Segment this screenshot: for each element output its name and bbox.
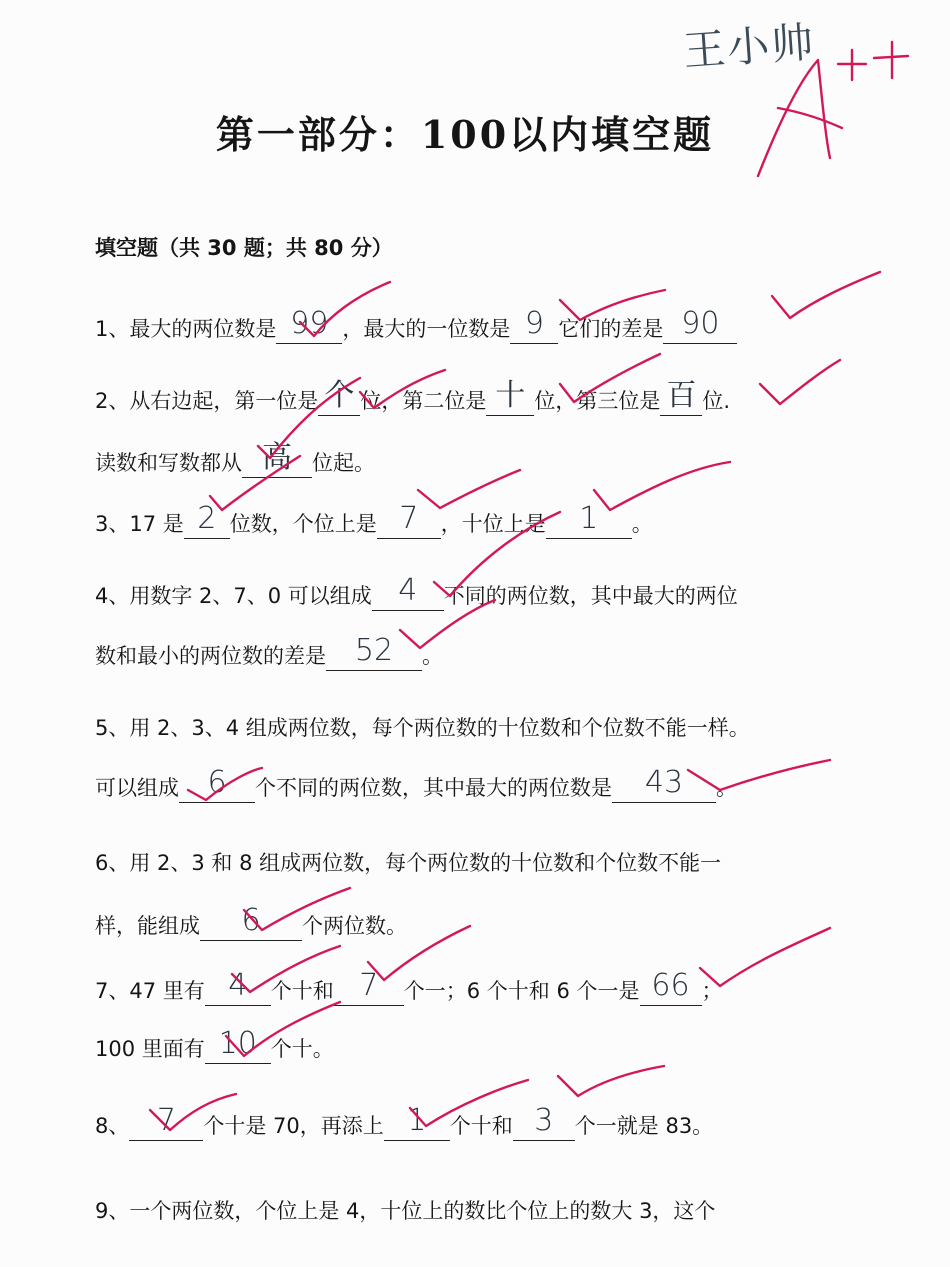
q4-blank-2 [326,633,422,671]
q2-answer-3: 百 [666,378,697,413]
q5-text-2: 可以组成 [95,776,179,800]
q1-blank-1 [276,306,342,344]
question-4-line-1 [95,573,738,611]
question-5-line-1 [95,713,750,743]
q7-text-3: 个一；6 个十和 6 个一是 [403,979,640,1003]
q4-answer-2: 52 [354,633,394,668]
q6-text-1: 6、用 2、3 和 8 组成两位数，每个两位数的十位数和个位数不能一 [95,851,722,875]
student-name: 王小帅 [681,17,817,76]
q8-text-1: 8、 [95,1114,130,1138]
q3-blank-1 [184,501,230,539]
q5-text-4: 。 [716,776,737,800]
q2-blank-2 [486,378,534,416]
q7-answer-2: 7 [359,968,379,1003]
q5-blank-2 [612,765,716,803]
q8-text-2: 个十是 70，再添上 [203,1114,384,1138]
q8-answer-3: 3 [534,1103,554,1138]
q3-text-3: ，十位上是 [440,512,546,536]
q3-text-2: 位数，个位上是 [229,512,377,536]
q4-text-1: 4、用数字 2、7、0 可以组成 [95,584,372,608]
q2-text-4: 位. [702,389,731,413]
q2-answer-2: 十 [495,378,526,413]
q2-answer-1: 个 [324,378,355,413]
q7-answer-3: 66 [651,968,690,1003]
q9-text-1: 9、一个两位数，个位上是 4，十位上的数比个位上的数大 3，这个 [95,1199,716,1223]
q3-text-4: 。 [631,512,653,536]
q2-text-3: 位，第三位是 [534,389,661,413]
q2-blank-1 [318,378,360,416]
question-8 [95,1103,714,1141]
q7-blank-1 [205,968,271,1006]
q1-blank-3 [663,306,737,344]
question-7-line-1 [95,968,723,1006]
question-1 [95,306,737,344]
q5-blank-1 [179,765,255,803]
q6-text-2: 样，能组成 [95,914,200,938]
q7-text-6: 个十。 [270,1037,334,1061]
q3-text-1: 3、17 是 [95,512,184,536]
q8-text-4: 个一就是 83。 [574,1114,714,1138]
q1-answer-3: 90 [681,306,720,341]
q7-answer-1: 4 [228,968,248,1003]
page-title: 第一部分：100以内填空题 [215,112,715,157]
q7-blank-3 [640,968,702,1006]
q7-blank-4 [205,1026,271,1064]
q1-text-1: 1、最大的两位数是 [95,317,277,341]
q7-blank-2 [334,968,404,1006]
q2-blank-4 [242,440,312,478]
question-5-line-2 [95,765,737,803]
q2-blank-3 [660,378,702,416]
q2-text-6: 位起。 [312,451,375,475]
question-6-line-1 [95,848,721,878]
q5-text-1: 5、用 2、3、4 组成两位数，每个两位数的十位数和个位数不能一样。 [95,716,750,740]
question-7-line-2 [95,1026,334,1064]
q3-answer-1: 2 [197,501,217,536]
q3-answer-3: 1 [579,501,599,536]
q7-answer-4: 10 [218,1026,257,1061]
question-4-line-2 [95,633,443,671]
q1-answer-2: 9 [524,306,544,341]
q5-answer-1: 6 [207,765,227,800]
q8-blank-1 [129,1103,203,1141]
q8-text-3: 个十和 [449,1114,513,1138]
q3-answer-2: 7 [399,501,419,536]
q7-text-4: ； [701,979,723,1003]
q5-answer-2: 43 [644,765,684,800]
q1-answer-1: 99 [290,306,329,341]
q4-text-4: 。 [422,644,443,668]
q4-text-3: 数和最小的两位数的差是 [95,644,326,668]
q8-blank-3 [513,1103,575,1141]
q3-blank-2 [377,501,441,539]
q7-text-1: 7、47 里有 [95,979,205,1003]
q2-text-2: 位，第二位是 [360,389,487,413]
q1-text-2: ，最大的一位数是 [342,317,511,341]
q8-answer-2: 1 [407,1103,427,1138]
q2-text-1: 2、从右边起，第一位是 [95,389,319,413]
question-2-line-1 [95,378,731,416]
question-2-line-2 [95,440,375,478]
q1-text-3: 它们的差是 [558,317,664,341]
q6-answer-1: 6 [241,903,261,938]
q8-blank-2 [384,1103,450,1141]
q7-text-5: 100 里面有 [95,1037,205,1061]
q5-text-3: 个不同的两位数，其中最大的两位数是 [255,776,612,800]
q6-text-3: 个两位数。 [302,914,407,938]
q2-text-5: 读数和写数都从 [95,451,242,475]
q4-blank-1 [372,573,444,611]
q1-blank-2 [510,306,558,344]
section-header: 填空题（共 30 题；共 80 分） [95,236,393,260]
q8-answer-1: 7 [156,1103,176,1138]
q7-text-2: 个十和 [270,979,334,1003]
q4-answer-1: 4 [398,573,418,608]
q6-blank-1 [200,903,302,941]
q4-text-2: 不同的两位数，其中最大的两位 [443,584,738,608]
question-3 [95,501,653,539]
q3-blank-3 [546,501,632,539]
question-9 [95,1196,715,1226]
q2-answer-4: 高 [262,440,292,475]
question-6-line-2 [95,903,407,941]
